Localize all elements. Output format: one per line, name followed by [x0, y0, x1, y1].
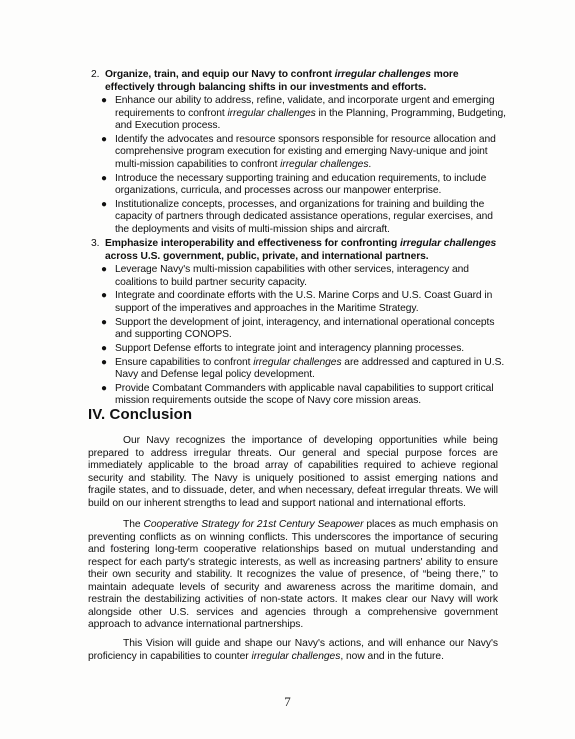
bullet-icon: ●: [101, 316, 107, 328]
bullet-item: [101, 95, 506, 133]
goal-heading-text: Organize, train, and equip our Navy to confront: [105, 69, 335, 80]
bullet-text: Support the development of joint, interagency, and international operational concepts and supporting CONOPS.: [115, 316, 495, 341]
bullet-emphasis: irregular challenges: [280, 158, 369, 170]
bullet-text: Support Defense efforts to integrate joint and interagency planning processes.: [115, 342, 465, 354]
bullet-text: Provide Combatant Commanders with applicable naval capabilities to support critical mission requirements outside the scope of Navy core mission areas.: [115, 382, 494, 407]
paragraph-emphasis: irregular challenges: [251, 650, 341, 662]
goal-2: [86, 69, 506, 238]
bullet-item: [101, 264, 506, 289]
bullet-text: Ensure capabilities to confront: [115, 356, 254, 368]
conclusion-heading: IV. Conclusion: [88, 406, 193, 423]
bullet-text: Introduce the necessary supporting training and education requirements, to include organizations, curricula, and processes across our manpower enterprise.: [115, 172, 487, 197]
bullet-icon: ●: [101, 342, 107, 354]
goal-number: 3.: [91, 238, 100, 249]
bullet-icon: ●: [101, 133, 107, 145]
bullet-icon: ●: [101, 198, 107, 210]
goal-heading-emphasis: irregular challenges: [334, 69, 431, 80]
bullet-item: [101, 290, 506, 315]
bullet-item: [101, 316, 506, 342]
bullet-item: [101, 356, 506, 382]
paragraph-emphasis: Cooperative Strategy for 21st Century Seapower: [143, 519, 364, 530]
paragraph-text: This Vision will guide and shape our Navy's actions, and will enhance our Navy's proficiency in capabilities to counter: [88, 638, 498, 662]
bullet-text: Identify the advocates and resource sponsors responsible for resource allocation and comprehensive program execution for existing and emerging Navy-unique and joint multi-mission capabilities to confront: [115, 133, 496, 170]
conclusion-paragraph: [88, 435, 498, 510]
goal-heading-text: Emphasize interoperability and effectiveness for confronting: [105, 238, 400, 249]
bullet-text: in the Planning, Programming, Budgeting, and Execution process.: [115, 107, 506, 131]
goal-heading: [86, 238, 506, 263]
goal-heading-text: across U.S. government, public, private, and international partners.: [105, 250, 429, 262]
goal-heading: [86, 69, 506, 94]
bullet-item: [101, 382, 506, 408]
bullet-item: [101, 342, 506, 356]
bullet-text: Leverage Navy's multi-mission capabilities with other services, interagency and coalitions to build partner security capacity.: [115, 264, 469, 288]
bullet-item: [101, 198, 506, 237]
bullet-list: [101, 95, 506, 236]
bullet-text: .: [368, 158, 372, 170]
paragraph-text: Our Navy recognizes the importance of developing opportunities while being prepared to address irregular threats. Our general and special purpose forces are immediately applicable to the broad array of capabilities required to achieve regional security and stability. The Navy is uniquely positioned to assist emerging nations and fragile states, and to dissuade, deter, and when necessary, defeat irregular threats. We will build on our inherent strengths to lead and support national and international efforts.: [88, 435, 498, 509]
goal-heading-text: more effectively through balancing shifts in our investments and efforts.: [105, 69, 459, 93]
page-number: 7: [284, 694, 291, 709]
bullet-icon: ●: [101, 264, 107, 275]
bullet-icon: ●: [101, 382, 107, 394]
bullet-text: are addressed and captured in U.S. Navy and Defense legal policy development.: [115, 356, 505, 381]
bullet-emphasis: irregular challenges: [227, 107, 316, 119]
bullet-icon: ●: [101, 95, 107, 106]
paragraph-text: , now and in the future.: [340, 650, 444, 662]
bullet-item: [101, 133, 506, 172]
bullet-icon: ●: [101, 172, 107, 184]
conclusion-paragraph: [88, 519, 498, 632]
goal-3: [86, 238, 506, 409]
goal-heading-emphasis: irregular challenges: [399, 238, 497, 249]
paragraph-text: The: [123, 519, 144, 530]
bullet-item: [101, 172, 506, 198]
bullet-icon: ●: [101, 356, 107, 368]
bullet-list: [101, 264, 506, 408]
bullet-text: Integrate and coordinate efforts with the U.S. Marine Corps and U.S. Coast Guard in support of the imperatives and approaches in the Maritime Strategy.: [115, 290, 493, 314]
bullet-emphasis: irregular challenges: [253, 356, 342, 368]
paragraph-text: places as much emphasis on preventing conflicts as on winning conflicts. This underscores the importance of securing and fostering long-term cooperative relationships based on mutual understanding and respect for each party's strategic interests, as well as increasing partners' ability to ensure their own security and stability. It recognizes the value of presence, of “being there,” to maintain adequate levels of security and awareness across the maritime domain, and restrain the destabilizing activities of non-state actors. It makes clear our Navy will work alongside other U.S. services and agencies through a comprehensive government approach to advance international partnerships.: [88, 519, 498, 630]
bullet-text: Enhance our ability to address, refine, validate, and incorporate urgent and emerging requirements to confront: [115, 95, 495, 119]
bullet-icon: ●: [101, 290, 107, 302]
bullet-text: Institutionalize concepts, processes, and organizations for training and building the capacity of partners through dedicated assistance operations, regular exercises, and the deployments and visits of multi-mission ships and aircraft.: [115, 198, 493, 235]
conclusion-paragraph: [88, 638, 498, 663]
goal-number: 2.: [91, 69, 100, 80]
